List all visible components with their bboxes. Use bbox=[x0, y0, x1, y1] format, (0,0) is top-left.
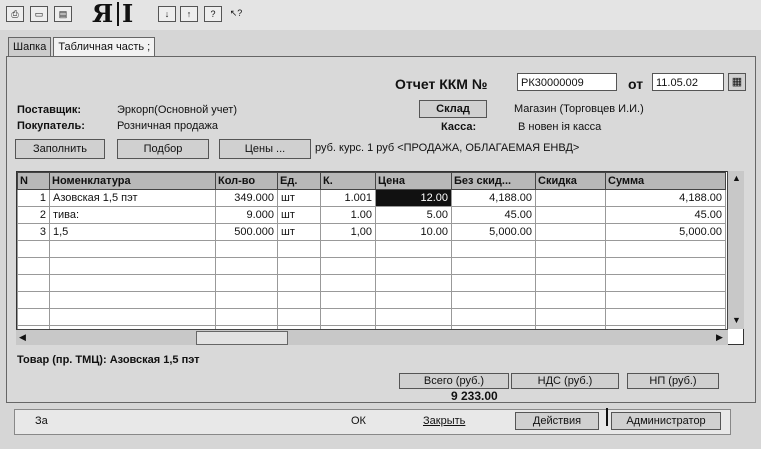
scroll-up-icon[interactable]: ▲ bbox=[732, 173, 741, 183]
toolbar bbox=[0, 0, 761, 30]
status-bar bbox=[14, 409, 731, 435]
table-cell[interactable] bbox=[18, 275, 50, 292]
table-cell[interactable]: 4,188.00 bbox=[606, 190, 726, 207]
column-header[interactable]: Скидка bbox=[536, 173, 606, 190]
table-cell[interactable] bbox=[50, 309, 216, 326]
bold-i-icon[interactable]: I bbox=[122, 0, 134, 28]
table-cell[interactable] bbox=[278, 241, 321, 258]
user-label: Администратор bbox=[611, 412, 721, 430]
table-cell[interactable] bbox=[452, 241, 536, 258]
table-cell[interactable] bbox=[536, 224, 606, 241]
table-cell[interactable] bbox=[452, 275, 536, 292]
table-cell[interactable] bbox=[18, 258, 50, 275]
column-header[interactable]: Цена bbox=[376, 173, 452, 190]
table-cell[interactable] bbox=[536, 207, 606, 224]
table-row[interactable] bbox=[18, 292, 726, 309]
table-cell[interactable] bbox=[452, 309, 536, 326]
preview-icon[interactable]: ▭ bbox=[30, 6, 48, 22]
table-cell[interactable] bbox=[376, 309, 452, 326]
column-header[interactable]: Ед. bbox=[278, 173, 321, 190]
scroll-left-icon[interactable]: ◀ bbox=[19, 332, 26, 342]
doc-number-field[interactable]: РК30000009 bbox=[517, 73, 617, 91]
table-cell[interactable]: 1,00 bbox=[321, 224, 376, 241]
table-cell[interactable] bbox=[536, 275, 606, 292]
print-icon[interactable]: ⎙ bbox=[6, 6, 24, 22]
table-row[interactable] bbox=[18, 190, 726, 207]
column-header[interactable]: К. bbox=[321, 173, 376, 190]
table-cell[interactable] bbox=[376, 275, 452, 292]
table-cell[interactable] bbox=[606, 309, 726, 326]
product-info: Товар (пр. ТМЦ): Азовская 1,5 пэт bbox=[17, 354, 200, 366]
table-cell[interactable]: 45.00 bbox=[452, 207, 536, 224]
table-cell[interactable] bbox=[606, 258, 726, 275]
context-help-icon[interactable]: ↖? bbox=[229, 8, 243, 18]
buyer-label: Покупатель: bbox=[17, 120, 85, 132]
bold-ya-icon[interactable]: Я bbox=[92, 0, 114, 28]
supplier-value[interactable]: Эркорп(Основной учет) bbox=[117, 104, 237, 116]
table-row[interactable] bbox=[18, 207, 726, 224]
table-cell[interactable]: 2 bbox=[18, 207, 50, 224]
tab-table[interactable]: Табличная часть ; bbox=[53, 37, 155, 56]
table-cell[interactable]: 5,000.00 bbox=[606, 224, 726, 241]
exchange-rate-text: руб. курс. 1 руб <ПРОДАЖА, ОБЛАГАЕМАЯ ЕНВД> bbox=[315, 142, 580, 154]
table-cell[interactable] bbox=[216, 292, 278, 309]
table-cell[interactable]: 5,000.00 bbox=[452, 224, 536, 241]
actions-button[interactable]: Действия bbox=[515, 412, 599, 430]
table-cell[interactable] bbox=[278, 258, 321, 275]
table-cell[interactable] bbox=[536, 292, 606, 309]
table-cell[interactable]: 9.000 bbox=[216, 207, 278, 224]
table-cell[interactable] bbox=[321, 275, 376, 292]
table-cell[interactable]: 10.00 bbox=[376, 224, 452, 241]
warehouse-label: Склад bbox=[419, 100, 487, 118]
table-cell[interactable] bbox=[606, 292, 726, 309]
sort-asc-icon[interactable]: ↓ bbox=[158, 6, 176, 22]
table-cell[interactable] bbox=[321, 241, 376, 258]
table-cell[interactable]: 5.00 bbox=[376, 207, 452, 224]
table-cell[interactable]: шт bbox=[278, 207, 321, 224]
toolbar-separator bbox=[117, 2, 119, 26]
date-field[interactable]: 11.05.02 bbox=[652, 73, 724, 91]
cashbox-value[interactable]: В новен ія касса bbox=[518, 121, 602, 133]
items-table bbox=[16, 171, 744, 345]
tab-header[interactable]: Шапка bbox=[8, 37, 51, 57]
table-cell[interactable]: 12.00 bbox=[376, 190, 452, 207]
print-setup-icon[interactable]: ▤ bbox=[54, 6, 72, 22]
table-cell[interactable]: Азовская 1,5 пэт bbox=[50, 190, 216, 207]
scroll-thumb[interactable] bbox=[196, 331, 288, 345]
table-cell[interactable]: 349.000 bbox=[216, 190, 278, 207]
table-cell[interactable] bbox=[50, 258, 216, 275]
vertical-scrollbar[interactable] bbox=[727, 171, 744, 329]
table-row[interactable] bbox=[18, 275, 726, 292]
table-cell[interactable] bbox=[376, 292, 452, 309]
table-cell[interactable]: тива: bbox=[50, 207, 216, 224]
table-row[interactable] bbox=[18, 224, 726, 241]
table-cell[interactable] bbox=[321, 292, 376, 309]
table-cell[interactable] bbox=[278, 309, 321, 326]
column-header[interactable]: Кол-во bbox=[216, 173, 278, 190]
total-value: 9 233.00 bbox=[451, 389, 498, 403]
column-header[interactable]: Сумма bbox=[606, 173, 726, 190]
column-header[interactable]: Без скид... bbox=[452, 173, 536, 190]
table-cell[interactable] bbox=[216, 241, 278, 258]
items-grid bbox=[17, 172, 726, 343]
table-cell[interactable] bbox=[536, 309, 606, 326]
table-cell[interactable] bbox=[50, 292, 216, 309]
table-cell[interactable] bbox=[50, 275, 216, 292]
table-cell[interactable]: 1.00 bbox=[321, 207, 376, 224]
horizontal-scrollbar[interactable] bbox=[16, 329, 728, 345]
table-cell[interactable] bbox=[321, 258, 376, 275]
buyer-value[interactable]: Розничная продажа bbox=[117, 120, 219, 132]
select-button[interactable]: Подбор bbox=[117, 139, 209, 159]
table-body bbox=[18, 190, 726, 343]
warehouse-value[interactable]: Магазин (Торговцев И.И.) bbox=[514, 103, 644, 115]
table-cell[interactable] bbox=[18, 292, 50, 309]
tab-bar bbox=[8, 37, 157, 57]
date-label: от bbox=[628, 76, 644, 92]
table-row[interactable] bbox=[18, 309, 726, 326]
table-row[interactable] bbox=[18, 241, 726, 258]
close-button[interactable]: Закрыть bbox=[423, 415, 466, 427]
column-header[interactable]: Номенклатура bbox=[50, 173, 216, 190]
total-label: Всего (руб.) bbox=[399, 373, 509, 389]
table-cell[interactable] bbox=[606, 241, 726, 258]
table-cell[interactable] bbox=[50, 241, 216, 258]
help-icon[interactable]: ? bbox=[204, 6, 222, 22]
table-cell[interactable]: 500.000 bbox=[216, 224, 278, 241]
table-header-row bbox=[18, 173, 726, 190]
status-separator bbox=[606, 408, 608, 426]
column-header[interactable]: N bbox=[18, 173, 50, 190]
ok-button[interactable]: ОК bbox=[351, 415, 366, 427]
calendar-icon[interactable]: ▦ bbox=[728, 73, 746, 91]
table-cell[interactable] bbox=[216, 258, 278, 275]
table-cell[interactable] bbox=[536, 258, 606, 275]
table-cell[interactable] bbox=[606, 275, 726, 292]
doc-number-label: Отчет ККМ № bbox=[395, 76, 488, 92]
sort-desc-icon[interactable]: ↑ bbox=[180, 6, 198, 22]
table-cell[interactable] bbox=[216, 275, 278, 292]
table-cell[interactable] bbox=[18, 309, 50, 326]
table-cell[interactable] bbox=[278, 292, 321, 309]
table-cell[interactable]: 45.00 bbox=[606, 207, 726, 224]
table-cell[interactable] bbox=[18, 241, 50, 258]
table-cell[interactable] bbox=[216, 309, 278, 326]
fill-button[interactable]: Заполнить bbox=[15, 139, 105, 159]
vat-label: НДС (руб.) bbox=[511, 373, 619, 389]
table-cell[interactable] bbox=[376, 258, 452, 275]
scroll-right-icon[interactable]: ▶ bbox=[716, 332, 723, 342]
table-cell[interactable] bbox=[452, 258, 536, 275]
table-cell[interactable] bbox=[321, 309, 376, 326]
table-cell[interactable]: 4,188.00 bbox=[452, 190, 536, 207]
table-cell[interactable]: 1 bbox=[18, 190, 50, 207]
status-left-text: За bbox=[35, 415, 48, 427]
table-cell[interactable] bbox=[536, 190, 606, 207]
table-row[interactable] bbox=[18, 258, 726, 275]
np-label: НП (руб.) bbox=[627, 373, 719, 389]
table-cell[interactable] bbox=[278, 275, 321, 292]
table-cell[interactable]: 1,5 bbox=[50, 224, 216, 241]
scroll-down-icon[interactable]: ▼ bbox=[732, 315, 741, 325]
table-cell[interactable]: 1.001 bbox=[321, 190, 376, 207]
table-cell[interactable] bbox=[376, 241, 452, 258]
supplier-label: Поставщик: bbox=[17, 104, 82, 116]
prices-button[interactable]: Цены ... bbox=[219, 139, 311, 159]
table-cell[interactable] bbox=[452, 292, 536, 309]
table-cell[interactable]: шт bbox=[278, 224, 321, 241]
table-cell[interactable]: шт bbox=[278, 190, 321, 207]
cashbox-label: Касса: bbox=[441, 121, 477, 133]
table-cell[interactable]: 3 bbox=[18, 224, 50, 241]
table-cell[interactable] bbox=[536, 241, 606, 258]
